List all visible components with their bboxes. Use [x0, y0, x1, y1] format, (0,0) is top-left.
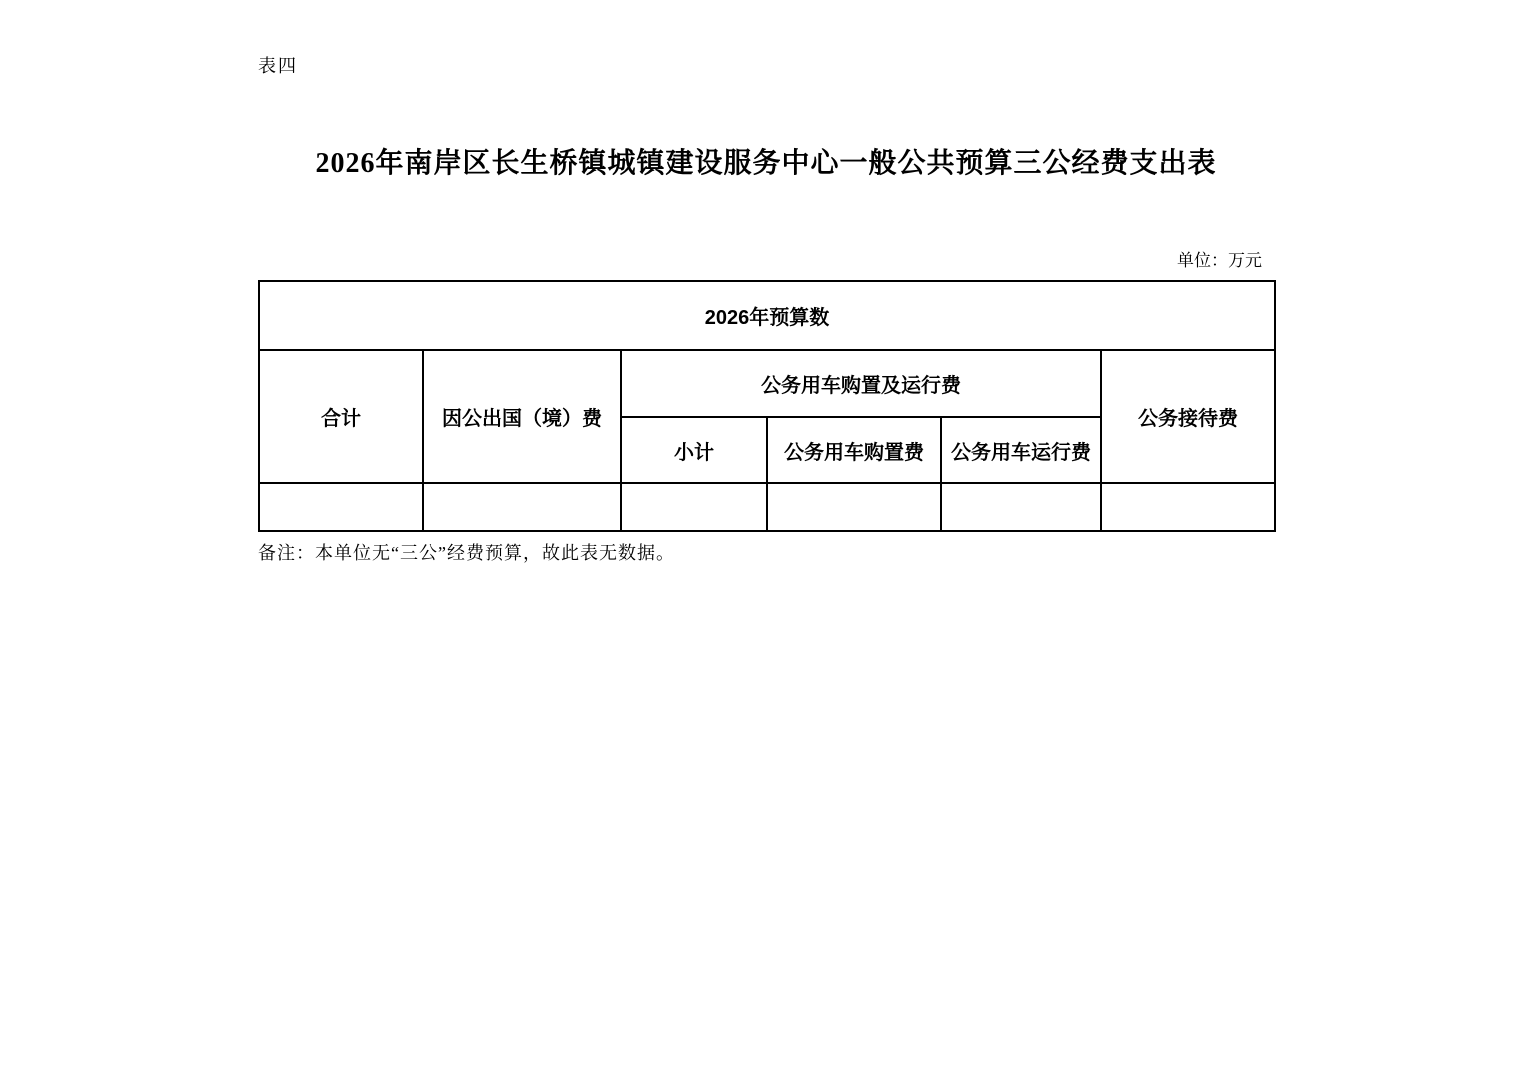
col-header-total: 合计 — [259, 350, 423, 483]
col-header-vehicle-group: 公务用车购置及运行费 — [621, 350, 1101, 417]
col-header-vehicle-purchase: 公务用车购置费 — [767, 417, 941, 483]
data-cell-vehicle-subtotal — [621, 483, 767, 531]
data-cell-total — [259, 483, 423, 531]
year-header-cell: 2026年预算数 — [259, 281, 1275, 350]
col-header-reception: 公务接待费 — [1101, 350, 1275, 483]
document-title: 2026年南岸区长生桥镇城镇建设服务中心一般公共预算三公经费支出表 — [315, 148, 1217, 179]
budget-table — [258, 280, 1276, 532]
table-data-row — [259, 483, 1275, 531]
data-cell-reception — [1101, 483, 1275, 531]
table-group-header-row — [259, 350, 1275, 417]
data-cell-abroad — [423, 483, 621, 531]
data-cell-vehicle-purchase — [767, 483, 941, 531]
data-cell-vehicle-operation — [941, 483, 1101, 531]
col-header-abroad: 因公出国（境）费 — [423, 350, 621, 483]
table-year-header-row — [259, 281, 1275, 350]
table-sequence-label: 表四 — [258, 56, 298, 76]
col-header-vehicle-subtotal: 小计 — [621, 417, 767, 483]
unit-note: 单位：万元 — [1177, 251, 1262, 270]
col-header-vehicle-operation: 公务用车运行费 — [941, 417, 1101, 483]
footnote: 备注：本单位无“三公”经费预算，故此表无数据。 — [258, 543, 675, 563]
